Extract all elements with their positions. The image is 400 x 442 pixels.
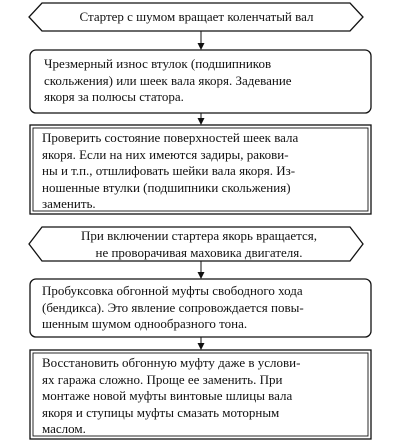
cause-1-line-1: Чрезмерный износ втулок (подшипников (44, 56, 272, 71)
cause-2-line-2: (бендикса). Это явление сопровождается повы- (42, 299, 304, 315)
remedy-2-line-4: якоря и ступицы муфты смазать моторным (42, 404, 280, 420)
symptom-2-line-1: При включении стартера якорь вращается, (81, 228, 317, 243)
remedy-1-line-1: Проверить состояние поверхностей шеек вала (42, 130, 299, 145)
remedy-1-text (42, 130, 364, 213)
remedy-2-line-5: маслом. (42, 421, 86, 436)
symptom-1-text (44, 9, 349, 26)
remedy-2-line-2: ях гаража сложно. Проще ее заменить. При (42, 371, 283, 387)
cause-2-text (42, 283, 364, 333)
remedy-1-line-2: якоря. Если на них имеются задиры, ракови- (42, 146, 289, 162)
arrow-4-head (198, 343, 205, 350)
remedy-2-line-3: монтаже новой муфты винтовые шлицы вала (42, 388, 293, 403)
cause-1-line-2: скольжения) или шеек вала якоря. Задевание (44, 72, 292, 88)
arrow-2-head (198, 118, 205, 125)
remedy-1-line-5: заменить. (42, 196, 96, 211)
cause-1-text (44, 56, 362, 106)
cause-1-line-3: якоря за полюсы статора. (44, 89, 184, 104)
symptom-1-line-1: Стартер с шумом вращает коленчатый вал (79, 9, 314, 24)
remedy-2-line-1: Восстановить обгонную муфту даже в услови- (42, 355, 301, 370)
arrow-1-head (198, 43, 205, 50)
remedy-1-line-4: ношенные втулки (подшипники скольжения) (42, 179, 291, 195)
symptom-2-text (44, 228, 354, 261)
cause-2-line-1: Пробуксовка обгонной муфты свободного хода (42, 283, 303, 298)
cause-2-line-3: шенным шумом однообразного тона. (42, 316, 248, 331)
symptom-2-line-2: не проворачивая маховика двигателя. (95, 244, 303, 260)
remedy-2-text (42, 355, 364, 438)
remedy-1-line-3: ны и т.п., отшлифовать шейки вала якоря. Из- (42, 163, 296, 178)
arrow-3-head (198, 272, 205, 279)
